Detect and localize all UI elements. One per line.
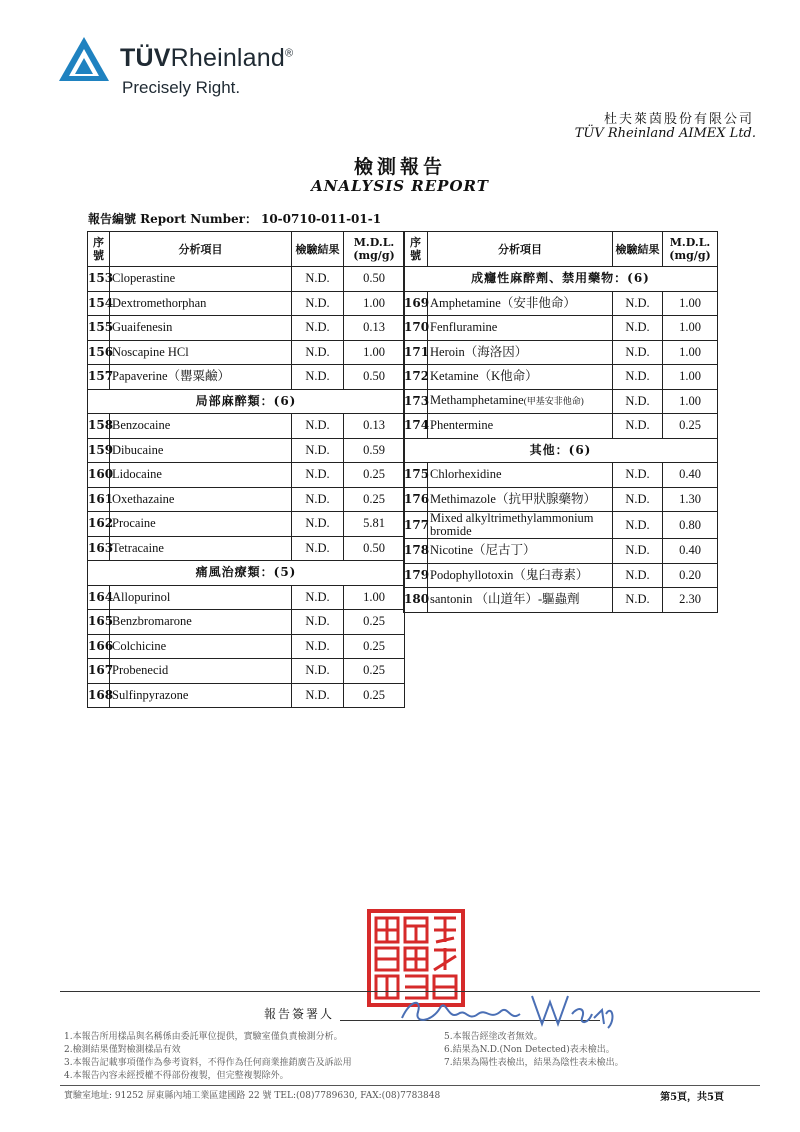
table-row: 157 Papaverine（罌粟鹼） N.D. 0.50 — [88, 365, 405, 390]
table-header-row — [88, 232, 405, 267]
table-row: 164 Allopurinol N.D. 1.00 — [88, 585, 405, 610]
note-item: 7.結果為陽性表檢出，結果為陰性表未檢出。 — [444, 1058, 624, 1068]
table-row: 163 Tetracaine N.D. 0.50 — [88, 536, 405, 561]
table-row: 158 Benzocaine N.D. 0.13 — [88, 414, 405, 439]
table-row: 171 Heroin（海洛因） N.D. 1.00 — [404, 340, 718, 365]
handwritten-signature — [396, 984, 616, 1032]
report-title-en: ANALYSIS REPORT — [311, 177, 489, 195]
table-row: 173 Methamphetamine(甲基安非他命) N.D. 1.00 — [404, 389, 718, 414]
company-name-en: TÜV Rheinland AIMEX Ltd. — [574, 126, 756, 141]
footer-divider — [60, 1085, 760, 1086]
table-row: 176 Methimazole（抗甲狀腺藥物） N.D. 1.30 — [404, 487, 718, 512]
table-header-row — [404, 232, 718, 267]
note-item: 5.本報告經塗改者無效。 — [444, 1032, 543, 1042]
note-item: 4.本報告內容未經授權不得部份複製，但完整複製除外。 — [64, 1071, 289, 1081]
table-row: 180 santonin （山道年）-驅蟲劑 N.D. 2.30 — [404, 588, 718, 613]
notes-left — [64, 1031, 352, 1083]
table-row: 153 Cloperastine N.D. 0.50 — [88, 267, 405, 292]
left-results-table — [87, 231, 405, 708]
table-row: 167 Probenecid N.D. 0.25 — [88, 659, 405, 684]
header-result: 檢驗結果 — [292, 232, 344, 267]
logo-brand: TÜVRheinland® — [120, 44, 294, 72]
section-row-local-anesthetic: 局部麻醉類：(6) — [88, 389, 405, 414]
table-row: 156 Noscapine HCl N.D. 1.00 — [88, 340, 405, 365]
signature-label: 報告簽署人 — [264, 1007, 335, 1021]
header-mdl: M.D.L. (mg/g) — [663, 232, 718, 267]
header-seq: 序號 — [404, 232, 428, 267]
table-row: 161 Oxethazaine N.D. 0.25 — [88, 487, 405, 512]
table-row: 178 Nicotine（尼古丁） N.D. 0.40 — [404, 539, 718, 564]
table-row: 179 Podophyllotoxin（鬼臼毒素） N.D. 0.20 — [404, 563, 718, 588]
lab-address: 實驗室地址: 91252 屏東縣內埔工業區建國路 22 號 TEL:(08)7789630, FAX:(08)7783848 — [64, 1091, 441, 1101]
section-row-gout: 痛風治療類：(5) — [88, 561, 405, 586]
section-row-other: 其他：(6) — [404, 438, 718, 463]
table-row: 170 Fenfluramine N.D. 1.00 — [404, 316, 718, 341]
note-item: 6.結果為N.D.(Non Detected)表未檢出。 — [444, 1045, 615, 1055]
logo-tagline: Precisely Right. — [122, 78, 241, 97]
note-item: 3.本報告記載事項僅作為參考資料，不得作為任何商業推銷廣告及訴訟用 — [64, 1058, 352, 1068]
header-item: 分析項目 — [110, 232, 292, 267]
table-row: 172 Ketamine（K他命） N.D. 1.00 — [404, 365, 718, 390]
table-row: 165 Benzbromarone N.D. 0.25 — [88, 610, 405, 635]
table-row: 168 Sulfinpyrazone N.D. 0.25 — [88, 683, 405, 708]
header-result: 檢驗結果 — [613, 232, 663, 267]
table-row: 162 Procaine N.D. 5.81 — [88, 512, 405, 537]
table-row: 159 Dibucaine N.D. 0.59 — [88, 438, 405, 463]
header-seq: 序號 — [88, 232, 110, 267]
page-number: 第5頁，共5頁 — [660, 1092, 724, 1103]
table-row: 174 Phentermine N.D. 0.25 — [404, 414, 718, 439]
report-title-zh: 檢測報告 — [353, 156, 446, 178]
table-row: 154 Dextromethorphan N.D. 1.00 — [88, 291, 405, 316]
table-row: 166 Colchicine N.D. 0.25 — [88, 634, 405, 659]
table-row: 177 Mixed alkyltrimethylammonium bromide N.D. 0.80 — [404, 512, 718, 539]
report-number: 報告編號 Report Number： 10-0710-011-01-1 — [88, 212, 382, 226]
note-item: 1.本報告所用樣品與名稱係由委託單位提供，實驗室僅負責檢測分析。 — [64, 1032, 343, 1042]
table-row: 155 Guaifenesin N.D. 0.13 — [88, 316, 405, 341]
section-row-addictive: 成癮性麻醉劑、禁用藥物：(6) — [404, 267, 718, 292]
notes-right — [444, 1031, 624, 1070]
header-item: 分析項目 — [428, 232, 613, 267]
table-row: 160 Lidocaine N.D. 0.25 — [88, 463, 405, 488]
header-mdl: M.D.L. (mg/g) — [344, 232, 405, 267]
table-row: 169 Amphetamine（安非他命） N.D. 1.00 — [404, 291, 718, 316]
company-name-zh: 杜夫萊茵股份有限公司 — [603, 112, 754, 127]
note-item: 2.檢測結果僅對檢測樣品有效 — [64, 1045, 181, 1055]
right-results-table — [403, 231, 718, 613]
tuv-logo-icon — [58, 36, 110, 82]
table-row: 175 Chlorhexidine N.D. 0.40 — [404, 463, 718, 488]
